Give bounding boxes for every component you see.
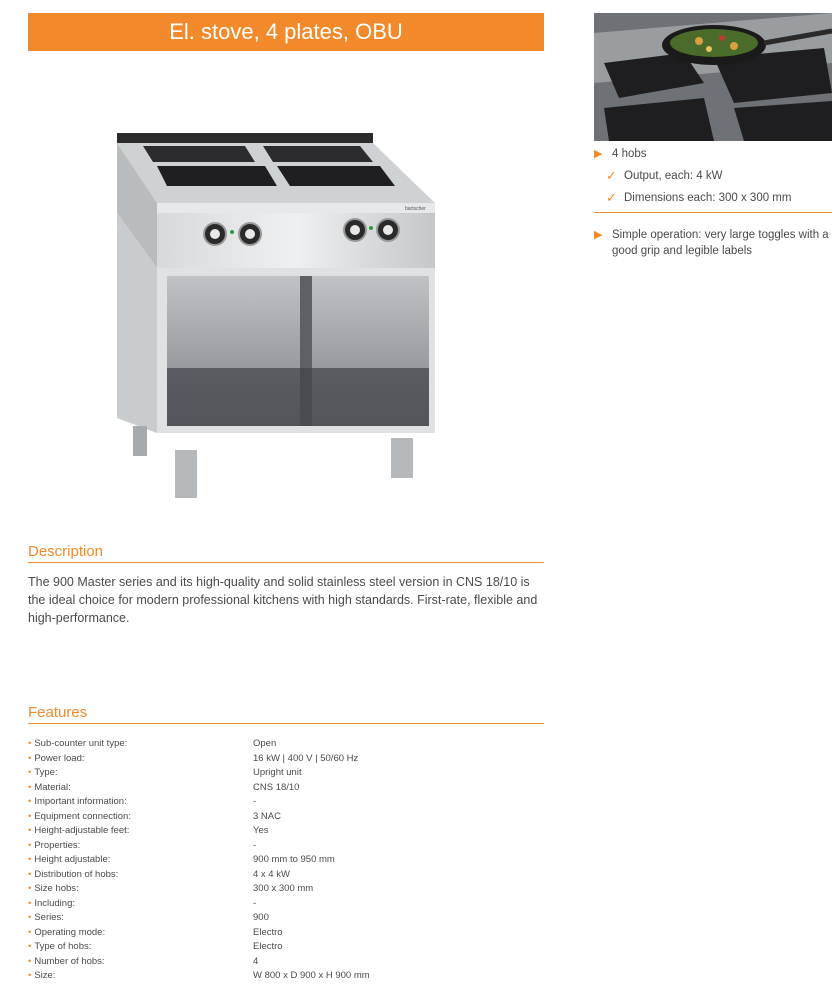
bullet-dot: • (28, 912, 32, 923)
feature-key: • Equipment connection: (28, 810, 131, 822)
feature-value: - (253, 796, 257, 807)
page-title: El. stove, 4 plates, OBU (169, 19, 403, 44)
feature-key: • Properties: (28, 839, 81, 851)
feature-row (28, 839, 548, 854)
feature-row (28, 897, 548, 912)
feature-key: • Height-adjustable feet: (28, 825, 130, 836)
svg-text:bartscher: bartscher (405, 206, 426, 212)
bullet-dot: • (28, 752, 32, 764)
feature-value: 300 x 300 mm (253, 883, 314, 894)
feature-key: • Material: (28, 781, 71, 793)
features-list (28, 737, 548, 984)
bullet-dot: • (28, 796, 32, 807)
feature-row (28, 853, 548, 868)
bullet-dot: • (28, 955, 32, 967)
bullet-dot: • (28, 883, 32, 894)
feature-key: • Series: (28, 912, 64, 923)
feature-row (28, 911, 548, 926)
feature-row (28, 795, 548, 810)
feature-value: 16 kW | 400 V | 50/60 Hz (253, 752, 359, 764)
feature-row (28, 810, 548, 825)
feature-value: 3 NAC (253, 810, 281, 822)
feature-key: • Sub-counter unit type: (28, 738, 128, 749)
feature-value: 4 (253, 955, 259, 967)
feature-key: • Including: (28, 897, 75, 909)
triangle-icon: ▶ (594, 148, 603, 160)
feature-value: Upright unit (253, 767, 302, 778)
feature-value: Yes (253, 825, 269, 836)
bullet-dot: • (28, 810, 32, 822)
feature-value: Open (253, 738, 277, 749)
check-icon: ✓ (606, 168, 617, 183)
bullet-output: ✓ Output, each: 4 kW (606, 168, 723, 183)
bullet-dot: • (28, 941, 32, 952)
feature-key: • Important information: (28, 796, 127, 807)
bullet-dimensions: ✓ Dimensions each: 300 x 300 mm (606, 190, 792, 205)
feature-row (28, 766, 548, 781)
feature-row (28, 955, 548, 970)
feature-key: • Distribution of hobs: (28, 868, 119, 880)
feature-key: • Type: (28, 767, 58, 778)
bullet-dot: • (28, 738, 32, 749)
description-heading: Description (28, 543, 544, 563)
feature-value: 900 (253, 912, 269, 923)
bullet-operation: ▶ Simple operation: very large toggles with a good grip and legible labels (594, 229, 829, 257)
feature-value: 900 mm to 950 mm (253, 854, 335, 865)
divider (594, 212, 832, 213)
bullet-dot: • (28, 825, 32, 836)
feature-value: Electro (253, 941, 283, 952)
feature-key: • Power load: (28, 752, 85, 764)
feature-row (28, 882, 548, 897)
feature-value: 4 x 4 kW (253, 868, 290, 880)
detail-image (594, 13, 832, 141)
feature-value: - (253, 897, 257, 909)
feature-value: - (253, 839, 257, 851)
triangle-icon: ▶ (594, 229, 603, 241)
bullet-dot: • (28, 970, 32, 981)
bullet-dot: • (28, 926, 32, 938)
feature-row (28, 969, 548, 984)
feature-row (28, 926, 548, 941)
feature-value: W 800 x D 900 x H 900 mm (253, 970, 370, 981)
bullet-dot: • (28, 897, 32, 909)
feature-row (28, 752, 548, 767)
feature-value: CNS 18/10 (253, 781, 300, 793)
feature-key: • Type of hobs: (28, 941, 92, 952)
feature-row (28, 824, 548, 839)
bullet-hobs: ▶ 4 hobs (594, 148, 647, 160)
feature-key: • Size: (28, 970, 56, 981)
check-icon: ✓ (606, 190, 617, 205)
description-text: The 900 Master series and its high-quality and solid stainless steel version in CNS 18/10 is the ideal choice for modern professional kitchens with high standards. First-rate, flexible and high-performance. (28, 575, 538, 625)
feature-row (28, 940, 548, 955)
bullet-dot: • (28, 854, 32, 865)
feature-bullets (594, 146, 832, 265)
feature-row (28, 868, 548, 883)
bullet-dot: • (28, 781, 32, 793)
feature-value: Electro (253, 926, 283, 938)
feature-row (28, 781, 548, 796)
bullet-dot: • (28, 767, 32, 778)
product-image (105, 128, 450, 513)
title-bar (28, 13, 544, 51)
feature-key: • Number of hobs: (28, 955, 105, 967)
features-heading: Features (28, 704, 544, 724)
feature-key: • Height adjustable: (28, 854, 111, 865)
feature-key: • Size hobs: (28, 883, 79, 894)
bullet-dot: • (28, 839, 32, 851)
feature-row (28, 737, 548, 752)
bullet-dot: • (28, 868, 32, 880)
feature-key: • Operating mode: (28, 926, 106, 938)
